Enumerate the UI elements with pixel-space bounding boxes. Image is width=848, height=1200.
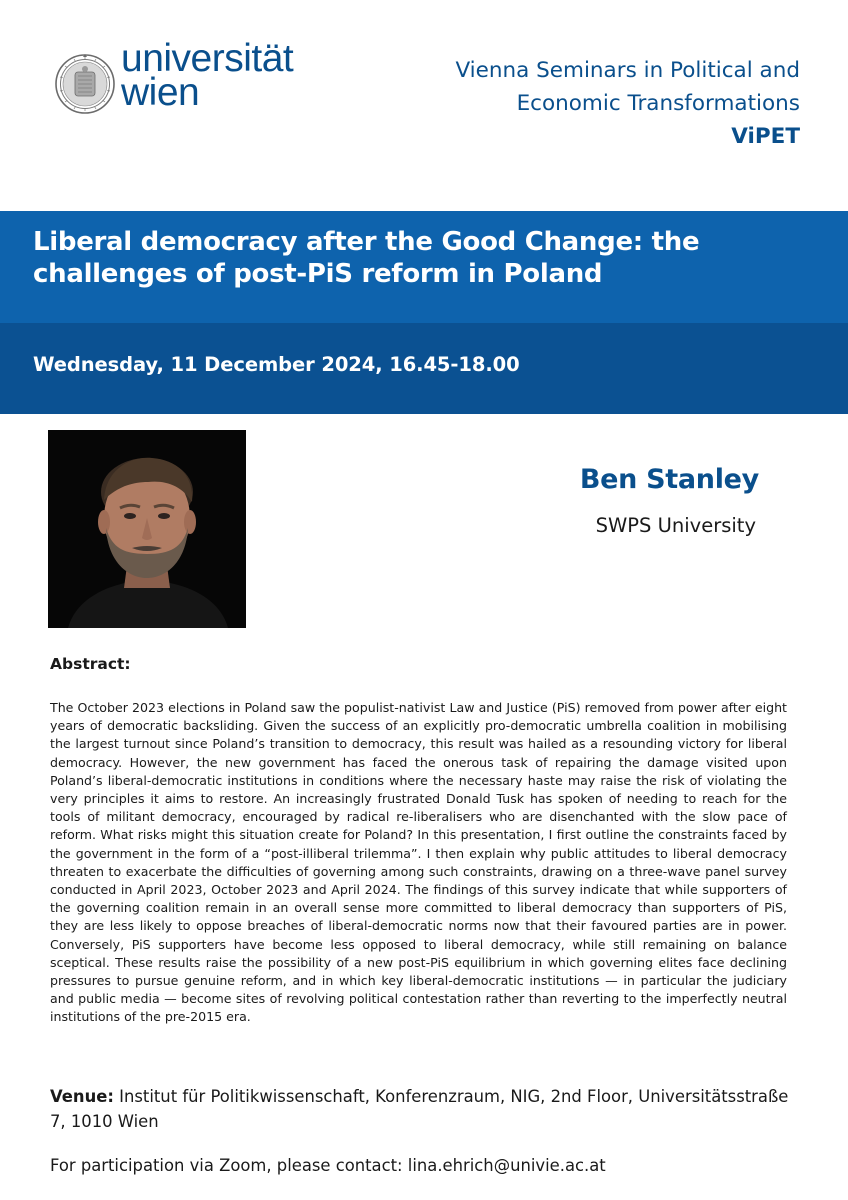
abstract-text: The October 2023 elections in Poland saw the populist-nativist Law and Justice (PiS) removed from power after eight years of democratic backsliding. Given the success of an explicitly pro-democratic umbrella coalition in mobilising the largest turnout since Poland’s transition to democracy, this result was hailed as a resounding victory for liberal democracy. However, the new government has faced the onerous task of repairing the damage visited upon Poland’s liberal-democratic institutions in conditions where the necessary haste may raise the risk of violating the very principles it aims to restore. An increasingly frustrated Donald Tusk has spoken of needing to reach for the tools of militant democracy, encouraged by radical re-liberalisers who are disenchanted with the slow pace of reform. What risks might this situation create for Poland? In this presentation, I first outline the constraints faced by the government in the form of a “post-illiberal trilemma”. I then explain why public attitudes to liberal democracy threaten to exacerbate the difficulties of governing among such constraints, drawing on a three-wave panel survey conducted in April 2023, October 2023 and April 2024. The findings of this survey indicate that while supporters of the governing coalition remain in an overall sense more committed to liberal democracy than supporters of PiS, they are less likely to oppose breaches of liberal-democratic norms now that their favoured parties are in power. Conversely, PiS supporters have become less opposed to liberal democracy, while still remaining on balance sceptical. These results raise the possibility of a new post-PiS equilibrium in which governing elites face declining pressures to pursue genuine reform, and in which key liberal-democratic institutions — in particular the judiciary and public media — become sites of revolving political contestation rather than reverting to the imperfectly neutral institutions of the pre-2015 era. xyxy=(50,700,787,1025)
series-acronym: ViPET xyxy=(731,124,800,149)
series-line-2: Economic Transformations xyxy=(516,91,800,116)
talk-date: Wednesday, 11 December 2024, 16.45-18.00 xyxy=(33,353,520,376)
series-line-1: Vienna Seminars in Political and xyxy=(455,58,800,83)
university-seal-logo xyxy=(54,48,116,120)
speaker-name: Ben Stanley xyxy=(579,464,759,495)
seminar-series-title xyxy=(455,54,800,153)
zoom-contact: For participation via Zoom, please contact: lina.ehrich@univie.ac.at xyxy=(50,1156,606,1175)
venue-address: Institut für Politikwissenschaft, Konferenzraum, NIG, 2nd Floor, Universitätsstraße 7, 1010 Wien xyxy=(50,1087,789,1131)
venue-label: Venue: xyxy=(50,1087,114,1106)
speaker-photo xyxy=(48,430,246,628)
abstract-heading: Abstract: xyxy=(50,655,131,673)
speaker-affiliation: SWPS University xyxy=(595,514,756,537)
wordmark-line-1: universität xyxy=(121,37,294,80)
university-wordmark xyxy=(121,37,294,114)
talk-title: Liberal democracy after the Good Change: the challenges of post-PiS reform in Poland xyxy=(33,227,700,289)
wordmark-line-2: wien xyxy=(121,71,200,114)
venue-info xyxy=(50,1084,795,1134)
